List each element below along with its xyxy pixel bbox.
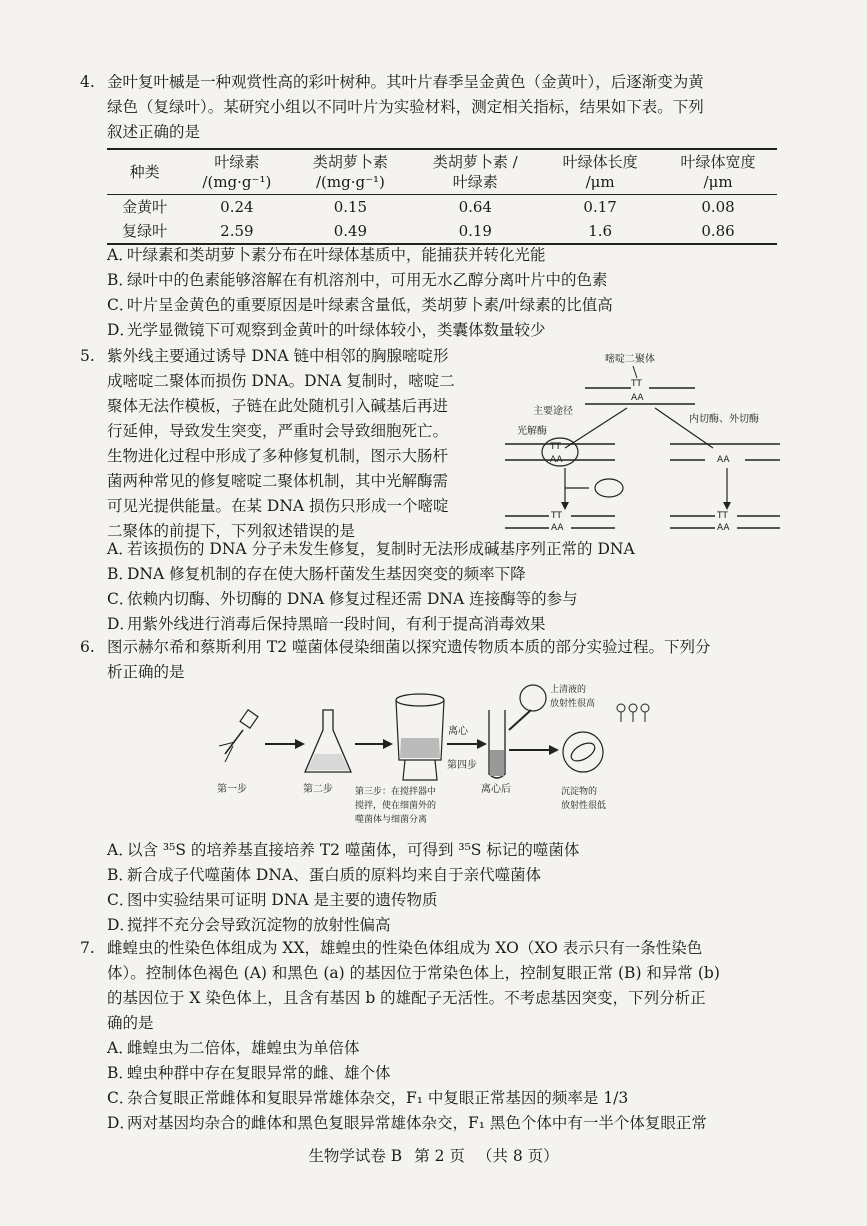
header-text: 类胡萝卜素 bbox=[312, 153, 388, 171]
header-unit: 叶绿素 bbox=[452, 173, 498, 191]
header-text: 种类 bbox=[129, 163, 160, 181]
question-4-options bbox=[80, 243, 780, 343]
table-cell: 0.24 bbox=[220, 198, 254, 216]
footer-subject: 生物学试卷 B bbox=[308, 1147, 403, 1165]
table-row bbox=[107, 195, 777, 220]
option-letter: B． bbox=[107, 866, 134, 884]
question-7 bbox=[80, 936, 780, 1136]
option-letter: B． bbox=[107, 271, 134, 289]
option-text: 依赖内切酶、外切酶的 DNA 修复过程还需 DNA 连接酶等的参与 bbox=[127, 590, 578, 608]
header-unit: /μm bbox=[585, 173, 615, 191]
header-unit: /(mg·g⁻¹) bbox=[315, 173, 385, 191]
stem-line: 菌两种常见的修复嘧啶二聚体机制，其中光解酶需 bbox=[107, 472, 449, 490]
stem-line: 析正确的是 bbox=[107, 663, 185, 681]
base-pair-aa: AA bbox=[550, 455, 563, 465]
phage-icon bbox=[219, 710, 258, 762]
question-5-options bbox=[80, 537, 780, 637]
option-b[interactable] bbox=[80, 562, 780, 587]
stem-line: 可见光提供能量。在某 DNA 损伤只形成一个嘧啶 bbox=[107, 497, 449, 515]
blender-icon bbox=[396, 694, 444, 780]
option-b[interactable] bbox=[80, 1061, 780, 1086]
option-a[interactable] bbox=[80, 838, 780, 863]
step2-label: 第二步 bbox=[303, 784, 333, 795]
table-cell: 金黄叶 bbox=[122, 198, 168, 216]
option-text: 光学显微镜下可观察到金黄叶的叶绿体较小，类囊体数量较少 bbox=[127, 321, 546, 339]
data-table bbox=[107, 148, 777, 245]
base-pair-aa: AA bbox=[551, 523, 564, 533]
step1-label: 第一步 bbox=[217, 784, 247, 795]
table-cell: 1.6 bbox=[541, 219, 659, 244]
option-letter: D． bbox=[107, 1114, 135, 1132]
base-pair-aa: AA bbox=[631, 393, 644, 403]
table-cell: 0.15 bbox=[333, 198, 368, 216]
question-number: 6. bbox=[80, 638, 95, 656]
arrow-head bbox=[549, 745, 559, 755]
table-cell: 复绿叶 bbox=[107, 219, 182, 244]
option-text: 以含 ³⁵S 的培养基直接培养 T2 噬菌体，可得到 ³⁵S 标记的噬菌体 bbox=[127, 841, 580, 859]
table-header bbox=[107, 149, 182, 195]
header-text: 叶绿体长度 bbox=[562, 153, 638, 171]
table-header-row bbox=[107, 149, 777, 195]
option-d[interactable] bbox=[80, 612, 780, 637]
option-text: 用紫外线进行消毒后保持黑暗一段时间，有利于提高消毒效果 bbox=[127, 615, 546, 633]
page-footer bbox=[0, 1144, 867, 1166]
bacterium-icon bbox=[568, 739, 598, 764]
option-letter: C． bbox=[107, 296, 135, 314]
option-text: 杂合复眼正常雌体和复眼异常雄体杂交，F₁ 中复眼正常基因的频率是 1/3 bbox=[127, 1089, 629, 1107]
question-5 bbox=[80, 344, 500, 544]
photolyase-label: 光解酶 bbox=[517, 426, 547, 437]
option-c[interactable] bbox=[80, 293, 780, 318]
sediment-layer bbox=[490, 750, 504, 776]
arrow-head bbox=[295, 739, 305, 749]
option-a[interactable] bbox=[80, 243, 780, 268]
stem-line: 图示赫尔希和蔡斯利用 T2 噬菌体侵染细菌以探究遗传物质本质的部分实验过程。下列分 bbox=[107, 638, 711, 656]
arrow-head bbox=[477, 739, 487, 749]
base-pair-tt: TT bbox=[551, 511, 562, 521]
option-a[interactable] bbox=[80, 1036, 780, 1061]
header-text: 类胡萝卜素 / bbox=[432, 153, 518, 171]
step4-label: 第四步 bbox=[447, 760, 477, 771]
stem-line: 生物进化过程中形成了多种修复机制，图示大肠杆 bbox=[107, 447, 449, 465]
option-letter: C． bbox=[107, 1089, 135, 1107]
option-text: 叶片呈金黄色的重要原因是叶绿素含量低，类胡萝卜素/叶绿素的比值高 bbox=[127, 296, 613, 314]
question-6 bbox=[80, 635, 780, 685]
option-letter: A． bbox=[107, 841, 134, 859]
option-text: 绿叶中的色素能够溶解在有机溶剂中，可用无水乙醇分离叶片中的色素 bbox=[127, 271, 608, 289]
option-d[interactable] bbox=[80, 913, 780, 938]
base-pair-aa: AA bbox=[717, 523, 730, 533]
question-number: 4. bbox=[80, 73, 95, 91]
footer-total: （共 8 页） bbox=[476, 1147, 559, 1165]
option-text: 叶绿素和类胡萝卜素分布在叶绿体基质中，能捕获并转化光能 bbox=[127, 246, 546, 264]
arrow-head bbox=[723, 502, 731, 510]
arrow bbox=[509, 710, 531, 730]
sediment-line: 沉淀物的 bbox=[561, 787, 598, 797]
stem-line: 雌蝗虫的性染色体组成为 XX，雄蝗虫的性染色体组成为 XO（XO 表示只有一条性染色 bbox=[107, 939, 703, 957]
header-unit: /(mg·g⁻¹) bbox=[202, 173, 272, 191]
stem-line: 叙述正确的是 bbox=[107, 123, 201, 141]
option-text: 若该损伤的 DNA 分子未发生修复，复制时无法形成碱基序列正常的 DNA bbox=[127, 540, 635, 558]
released-enzyme bbox=[595, 479, 623, 497]
dna-repair-diagram bbox=[505, 348, 780, 538]
option-letter: B． bbox=[107, 1064, 134, 1082]
footer-page: 第 2 页 bbox=[414, 1147, 465, 1165]
stem-line: 紫外线主要通过诱导 DNA 链中相邻的胸腺嘧啶形 bbox=[107, 347, 449, 365]
option-letter: D． bbox=[107, 916, 135, 934]
phage-group-icon bbox=[617, 704, 649, 722]
option-text: 新合成子代噬菌体 DNA、蛋白质的原料均来自于亲代噬菌体 bbox=[127, 866, 542, 884]
option-d[interactable] bbox=[80, 1111, 780, 1136]
stem-line: 二聚体的前提下，下列叙述错误的是 bbox=[107, 522, 356, 540]
table-cell: 0.17 bbox=[583, 198, 617, 216]
bacterium-circle bbox=[563, 732, 603, 772]
option-text: DNA 修复机制的存在使大肠杆菌发生基因突变的频率下降 bbox=[127, 565, 526, 583]
table-header bbox=[541, 149, 659, 195]
stem-line: 绿色（复绿叶）。某研究小组以不同叶片为实验材料，测定相关指标，结果如下表。下列 bbox=[107, 98, 704, 116]
table-header bbox=[659, 149, 777, 195]
header-text: 叶绿素 bbox=[214, 153, 260, 171]
table-header bbox=[291, 149, 409, 195]
table-header bbox=[182, 149, 291, 195]
step3-line: 噬菌体与细菌分离 bbox=[355, 815, 428, 825]
option-d[interactable] bbox=[80, 318, 780, 343]
option-text: 两对基因均杂合的雌体和黑色复眼异常雄体杂交，F₁ 黑色个体中有一半个体复眼正常 bbox=[127, 1114, 707, 1132]
option-text: 图中实验结果可证明 DNA 是主要的遗传物质 bbox=[127, 891, 438, 909]
supernatant-line: 上清液的 bbox=[550, 685, 587, 695]
question-number: 7. bbox=[80, 939, 95, 957]
option-letter: B． bbox=[107, 565, 134, 583]
option-letter: A． bbox=[107, 246, 134, 264]
stem-line: 行延伸，导致发生突变，严重时会导致细胞死亡。 bbox=[107, 422, 449, 440]
question-4 bbox=[80, 70, 780, 145]
question-number: 5. bbox=[80, 347, 95, 365]
arrow-head bbox=[561, 502, 569, 510]
option-letter: A． bbox=[107, 540, 134, 558]
flask-liquid bbox=[307, 754, 349, 770]
table-cell: 2.59 bbox=[182, 219, 291, 244]
stem-line: 金叶复叶槭是一种观赏性高的彩叶树种。其叶片春季呈金黄色（金黄叶），后逐渐变为黄 bbox=[107, 73, 704, 91]
question-6-options bbox=[80, 838, 780, 938]
table-cell: 0.08 bbox=[701, 198, 735, 216]
option-c[interactable] bbox=[80, 1086, 780, 1111]
option-text: 雌蝗虫为二倍体，雄蝗虫为单倍体 bbox=[127, 1039, 360, 1057]
supernatant-line: 放射性很高 bbox=[550, 699, 596, 709]
stem-line: 体）。控制体色褐色 (A) 和黑色 (a) 的基因位于常染色体上，控制复眼正常 (B) 和异常 (b) bbox=[107, 964, 720, 982]
table-cell: 0.86 bbox=[659, 219, 777, 244]
stem-line: 确的是 bbox=[107, 1014, 154, 1032]
option-letter: D． bbox=[107, 615, 135, 633]
table-cell: 0.49 bbox=[291, 219, 409, 244]
centrifuge-label: 离心 bbox=[448, 726, 468, 737]
after-centrifuge-label: 离心后 bbox=[481, 784, 511, 795]
table-cell: 0.19 bbox=[409, 219, 541, 244]
dimer-label: 嘧啶二聚体 bbox=[605, 354, 655, 365]
dimer-pointer bbox=[633, 366, 637, 378]
option-text: 蝗虫种群中存在复眼异常的雌、雄个体 bbox=[127, 1064, 391, 1082]
step3-line: 搅拌，使在细菌外的 bbox=[355, 801, 437, 811]
main-path-arrow bbox=[565, 408, 627, 448]
step3-line: 第三步：在搅拌器中 bbox=[355, 787, 437, 797]
base-pair-tt: TT bbox=[631, 379, 642, 389]
stem-line: 聚体无法作模板，子链在此处随机引入碱基后再进 bbox=[107, 397, 449, 415]
endo-exo-label: 内切酶、外切酶 bbox=[689, 414, 759, 425]
table-row bbox=[107, 219, 777, 244]
table-cell: 0.64 bbox=[458, 198, 492, 216]
supernatant-circle bbox=[520, 685, 546, 711]
sediment-line: 放射性很低 bbox=[561, 801, 607, 811]
option-text: 搅拌不充分会导致沉淀物的放射性偏高 bbox=[127, 916, 391, 934]
option-letter: A． bbox=[107, 1039, 134, 1057]
hershey-chase-diagram bbox=[205, 680, 665, 835]
option-b[interactable] bbox=[80, 268, 780, 293]
option-letter: D． bbox=[107, 321, 135, 339]
option-letter: C． bbox=[107, 590, 135, 608]
option-c[interactable] bbox=[80, 888, 780, 913]
arrow-head bbox=[383, 739, 393, 749]
header-unit: /μm bbox=[703, 173, 733, 191]
option-letter: C． bbox=[107, 891, 135, 909]
stem-line: 成嘧啶二聚体而损伤 DNA。DNA 复制时，嘧啶二 bbox=[107, 372, 455, 390]
main-path-label: 主要途径 bbox=[533, 406, 573, 417]
option-c[interactable] bbox=[80, 587, 780, 612]
base-pair-tt: TT bbox=[717, 511, 728, 521]
option-a[interactable] bbox=[80, 537, 780, 562]
base-pair-tt: TT bbox=[550, 442, 561, 452]
stem-line: 的基因位于 X 染色体上，且含有基因 b 的雄配子无活性。不考虑基因突变，下列分析正 bbox=[107, 989, 706, 1007]
header-text: 叶绿体宽度 bbox=[680, 153, 756, 171]
base-pair-aa: AA bbox=[717, 455, 730, 465]
option-b[interactable] bbox=[80, 863, 780, 888]
table-header bbox=[409, 149, 541, 195]
